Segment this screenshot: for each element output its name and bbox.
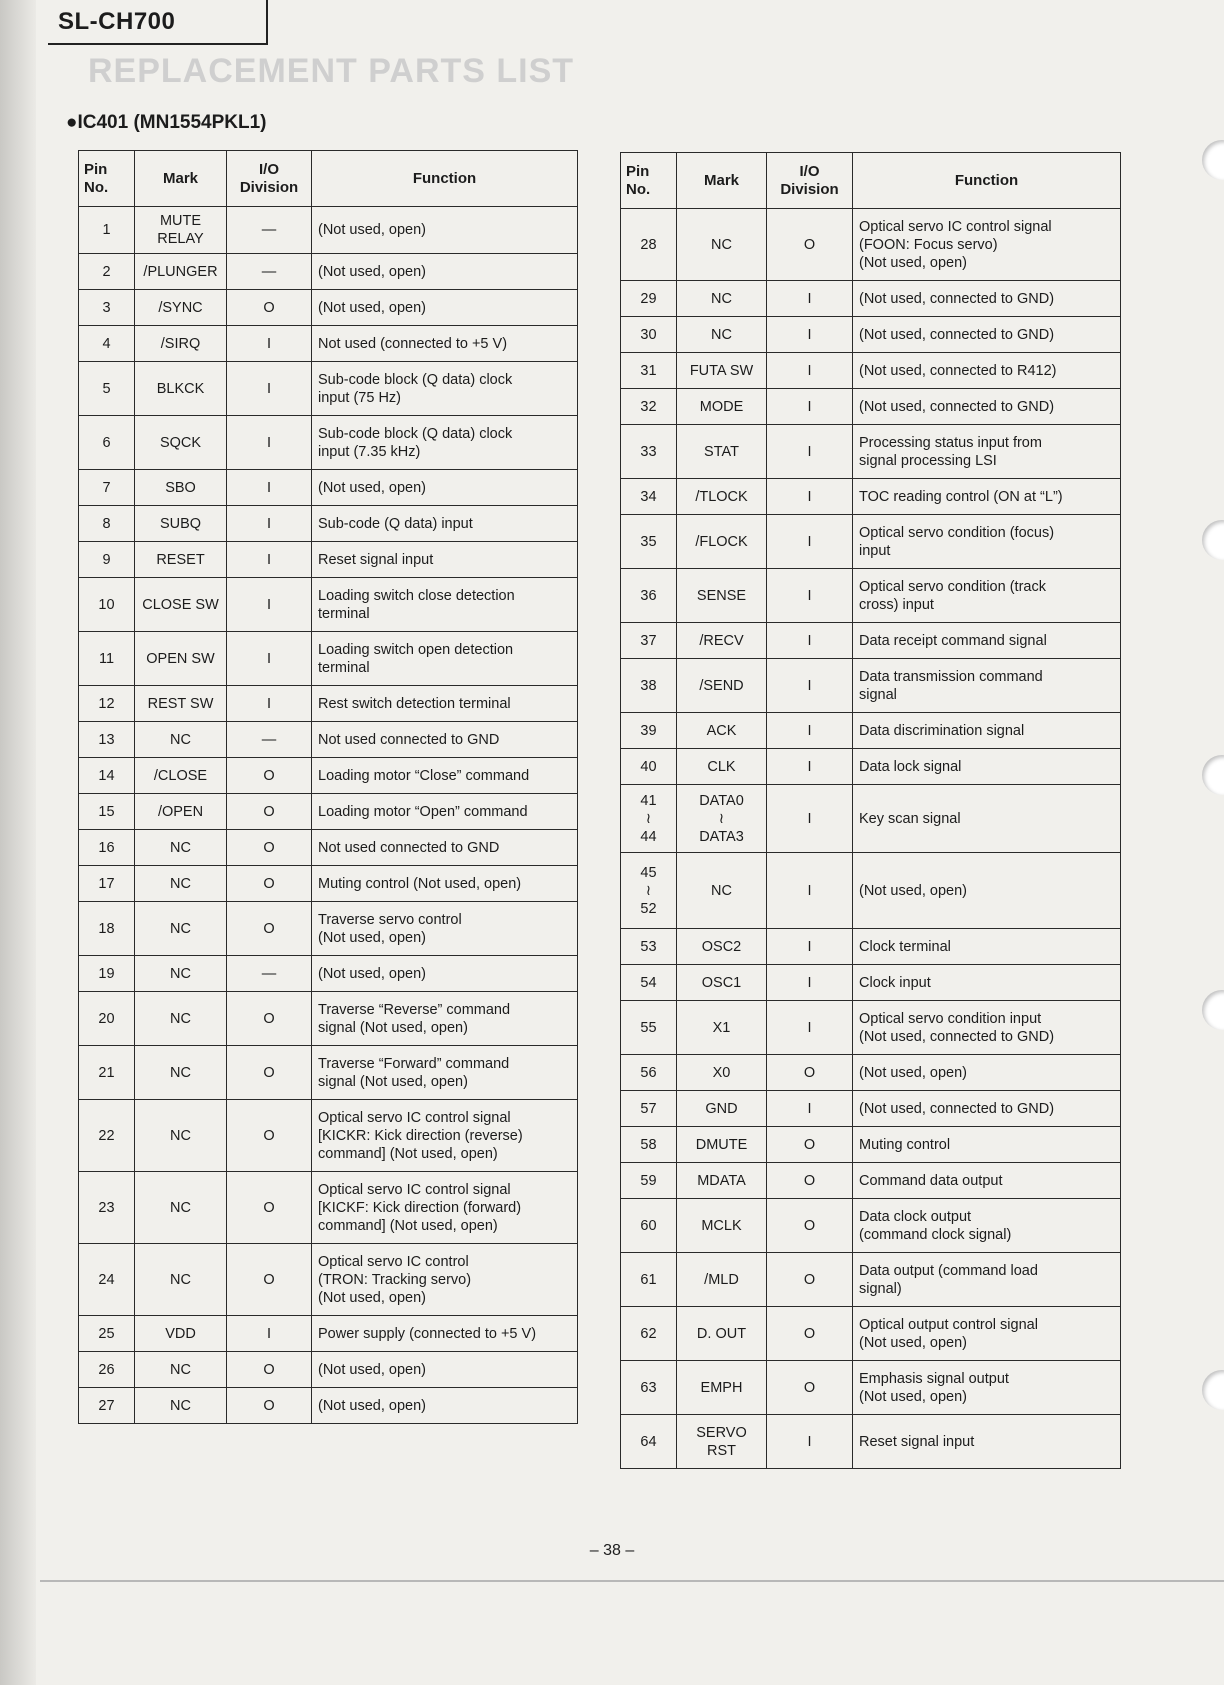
io-division-cell: I xyxy=(767,281,853,317)
mark-header: Mark xyxy=(135,151,227,207)
function-cell: (Not used, connected to GND) xyxy=(853,1091,1121,1127)
io-division-cell: I xyxy=(227,416,312,470)
mark-cell: D. OUT xyxy=(677,1307,767,1361)
io-division-header: I/O Division xyxy=(227,151,312,207)
table-row xyxy=(79,470,578,506)
table-row xyxy=(79,902,578,956)
function-cell: (Not used, open) xyxy=(312,290,578,326)
function-cell: (Not used, open) xyxy=(312,254,578,290)
function-cell: Clock input xyxy=(853,965,1121,1001)
mark-cell: SQCK xyxy=(135,416,227,470)
function-cell: Muting control (Not used, open) xyxy=(312,866,578,902)
pin-number-cell: 61 xyxy=(621,1253,677,1307)
mark-cell: VDD xyxy=(135,1316,227,1352)
function-cell: Not used (connected to +5 V) xyxy=(312,326,578,362)
io-division-cell: O xyxy=(227,794,312,830)
io-division-cell: I xyxy=(767,1415,853,1469)
io-division-cell: O xyxy=(767,1199,853,1253)
function-cell: (Not used, open) xyxy=(312,1352,578,1388)
io-division-cell: I xyxy=(227,362,312,416)
table-row xyxy=(79,632,578,686)
pin-number-cell: 56 xyxy=(621,1055,677,1091)
mark-cell: ACK xyxy=(677,713,767,749)
function-cell: Reset signal input xyxy=(312,542,578,578)
table-row xyxy=(79,254,578,290)
io-division-cell: O xyxy=(767,1163,853,1199)
io-division-cell: I xyxy=(767,785,853,853)
pin-number-cell: 24 xyxy=(79,1244,135,1316)
binding-shadow xyxy=(0,0,36,1685)
pin-no-header: Pin No. xyxy=(621,153,677,209)
pin-number-cell: 40 xyxy=(621,749,677,785)
io-division-cell: O xyxy=(767,1253,853,1307)
table-row xyxy=(79,290,578,326)
io-division-cell: I xyxy=(767,569,853,623)
mark-cell: NC xyxy=(135,1388,227,1424)
table-row xyxy=(79,992,578,1046)
mark-cell: MUTE RELAY xyxy=(135,207,227,254)
pin-number-cell: 31 xyxy=(621,353,677,389)
function-cell: Command data output xyxy=(853,1163,1121,1199)
table-row xyxy=(621,209,1121,281)
mark-cell: /CLOSE xyxy=(135,758,227,794)
table-row xyxy=(621,389,1121,425)
pin-number-cell: 62 xyxy=(621,1307,677,1361)
mark-cell: SERVO RST xyxy=(677,1415,767,1469)
io-division-cell: O xyxy=(767,1127,853,1163)
mark-cell: /PLUNGER xyxy=(135,254,227,290)
pin-number-cell: 10 xyxy=(79,578,135,632)
table-row xyxy=(621,1253,1121,1307)
table-header-row xyxy=(621,153,1121,209)
pin-number-cell: 18 xyxy=(79,902,135,956)
mark-cell: NC xyxy=(135,1100,227,1172)
io-division-cell: I xyxy=(767,353,853,389)
pin-number-cell: 2 xyxy=(79,254,135,290)
io-division-cell: — xyxy=(227,722,312,758)
mark-cell: NC xyxy=(677,209,767,281)
function-cell: Traverse “Reverse” command signal (Not used, open) xyxy=(312,992,578,1046)
pin-number-cell: 11 xyxy=(79,632,135,686)
table-row xyxy=(79,722,578,758)
table-row xyxy=(79,542,578,578)
mark-cell: NC xyxy=(677,853,767,929)
mark-cell: NC xyxy=(135,1172,227,1244)
pin-number-cell: 55 xyxy=(621,1001,677,1055)
table-row xyxy=(621,929,1121,965)
pin-number-cell: 63 xyxy=(621,1361,677,1415)
io-division-cell: O xyxy=(227,758,312,794)
mark-cell: /MLD xyxy=(677,1253,767,1307)
mark-cell: GND xyxy=(677,1091,767,1127)
table-row xyxy=(621,515,1121,569)
function-cell: Traverse servo control (Not used, open) xyxy=(312,902,578,956)
io-division-cell: I xyxy=(227,632,312,686)
function-cell: Loading switch open detection terminal xyxy=(312,632,578,686)
io-division-cell: O xyxy=(767,1055,853,1091)
pin-number-cell: 8 xyxy=(79,506,135,542)
function-cell: (Not used, open) xyxy=(312,470,578,506)
table-row xyxy=(79,1244,578,1316)
mark-cell: OPEN SW xyxy=(135,632,227,686)
function-cell: Sub-code (Q data) input xyxy=(312,506,578,542)
mark-cell: X0 xyxy=(677,1055,767,1091)
mark-cell: /OPEN xyxy=(135,794,227,830)
table-row xyxy=(79,758,578,794)
pin-number-cell: 38 xyxy=(621,659,677,713)
table-row xyxy=(621,1361,1121,1415)
pin-table-right xyxy=(620,152,1121,1469)
io-division-cell: O xyxy=(227,1244,312,1316)
function-cell: Sub-code block (Q data) clock input (75 Hz) xyxy=(312,362,578,416)
table-row xyxy=(621,659,1121,713)
table-row xyxy=(621,281,1121,317)
mark-cell: MCLK xyxy=(677,1199,767,1253)
io-division-cell: O xyxy=(227,992,312,1046)
function-cell: Data discrimination signal xyxy=(853,713,1121,749)
table-row xyxy=(79,1316,578,1352)
function-cell: Rest switch detection terminal xyxy=(312,686,578,722)
pin-number-cell: 58 xyxy=(621,1127,677,1163)
pin-number-cell: 25 xyxy=(79,1316,135,1352)
mark-cell: NC xyxy=(677,317,767,353)
mark-cell: RESET xyxy=(135,542,227,578)
mark-cell: FUTA SW xyxy=(677,353,767,389)
mark-cell: SUBQ xyxy=(135,506,227,542)
mark-cell: /FLOCK xyxy=(677,515,767,569)
io-division-cell: O xyxy=(227,1046,312,1100)
mark-cell: CLK xyxy=(677,749,767,785)
io-division-cell: I xyxy=(227,506,312,542)
pin-number-cell: 30 xyxy=(621,317,677,353)
pin-number-cell: 37 xyxy=(621,623,677,659)
table-row xyxy=(79,686,578,722)
table-row xyxy=(621,353,1121,389)
table-row xyxy=(621,623,1121,659)
pin-number-cell: 28 xyxy=(621,209,677,281)
io-division-cell: O xyxy=(227,1172,312,1244)
punch-hole xyxy=(1202,520,1224,560)
mark-cell: /SEND xyxy=(677,659,767,713)
table-row xyxy=(79,1100,578,1172)
mark-cell: NC xyxy=(135,1352,227,1388)
table-row xyxy=(621,713,1121,749)
model-label: SL-CH700 xyxy=(58,8,176,35)
function-cell: Not used connected to GND xyxy=(312,722,578,758)
function-cell: (Not used, connected to GND) xyxy=(853,389,1121,425)
section-heading-ghost: REPLACEMENT PARTS LIST xyxy=(88,52,575,90)
pin-number-cell: 13 xyxy=(79,722,135,758)
io-division-cell: I xyxy=(227,1316,312,1352)
bottom-rule xyxy=(40,1580,1224,1582)
function-cell: Processing status input from signal processing LSI xyxy=(853,425,1121,479)
pin-number-cell: 3 xyxy=(79,290,135,326)
mark-cell: NC xyxy=(135,902,227,956)
function-cell: Reset signal input xyxy=(853,1415,1121,1469)
mark-cell: NC xyxy=(677,281,767,317)
table-row xyxy=(79,1352,578,1388)
table-row xyxy=(79,830,578,866)
table-row xyxy=(79,207,578,254)
io-division-header: I/O Division xyxy=(767,153,853,209)
io-division-cell: I xyxy=(767,749,853,785)
mark-cell: OSC2 xyxy=(677,929,767,965)
function-cell: (Not used, open) xyxy=(312,1388,578,1424)
mark-cell: NC xyxy=(135,992,227,1046)
pin-number-cell: 34 xyxy=(621,479,677,515)
table-row xyxy=(79,956,578,992)
table-row xyxy=(79,506,578,542)
io-division-cell: I xyxy=(227,326,312,362)
table-row xyxy=(621,569,1121,623)
mark-cell: /RECV xyxy=(677,623,767,659)
table-row xyxy=(621,1307,1121,1361)
mark-cell: OSC1 xyxy=(677,965,767,1001)
table-header-row xyxy=(79,151,578,207)
pin-number-cell: 35 xyxy=(621,515,677,569)
table-row xyxy=(621,1163,1121,1199)
table-row xyxy=(79,866,578,902)
function-header: Function xyxy=(853,153,1121,209)
pin-number-cell: 36 xyxy=(621,569,677,623)
table-row xyxy=(621,425,1121,479)
mark-header: Mark xyxy=(677,153,767,209)
function-cell: Data transmission command signal xyxy=(853,659,1121,713)
function-cell: (Not used, connected to R412) xyxy=(853,353,1121,389)
function-cell: (Not used, open) xyxy=(853,1055,1121,1091)
pin-number-cell: 32 xyxy=(621,389,677,425)
io-division-cell: O xyxy=(767,209,853,281)
pin-number-cell: 22 xyxy=(79,1100,135,1172)
pin-number-cell: 59 xyxy=(621,1163,677,1199)
table-row xyxy=(79,794,578,830)
function-cell: Optical output control signal (Not used, open) xyxy=(853,1307,1121,1361)
io-division-cell: I xyxy=(227,470,312,506)
io-division-cell: O xyxy=(227,290,312,326)
function-cell: Data receipt command signal xyxy=(853,623,1121,659)
function-cell: Optical servo condition (track cross) input xyxy=(853,569,1121,623)
io-division-cell: O xyxy=(767,1361,853,1415)
mark-cell: NC xyxy=(135,830,227,866)
pin-number-cell: 27 xyxy=(79,1388,135,1424)
io-division-cell: I xyxy=(767,1001,853,1055)
io-division-cell: I xyxy=(767,515,853,569)
function-cell: Optical servo condition input (Not used, connected to GND) xyxy=(853,1001,1121,1055)
table-row xyxy=(79,1046,578,1100)
mark-cell: /SIRQ xyxy=(135,326,227,362)
punch-hole xyxy=(1202,990,1224,1030)
io-division-cell: I xyxy=(767,713,853,749)
io-division-cell: I xyxy=(227,542,312,578)
function-cell: Loading motor “Open” command xyxy=(312,794,578,830)
function-cell: Optical servo IC control signal (FOON: Focus servo) (Not used, open) xyxy=(853,209,1121,281)
pin-number-cell: 29 xyxy=(621,281,677,317)
table-row xyxy=(79,578,578,632)
function-cell: Optical servo IC control signal [KICKR: Kick direction (reverse) command] (Not used, open) xyxy=(312,1100,578,1172)
table-row xyxy=(621,749,1121,785)
pin-number-cell: 26 xyxy=(79,1352,135,1388)
mark-cell: SENSE xyxy=(677,569,767,623)
table-row xyxy=(79,326,578,362)
io-division-cell: O xyxy=(227,1100,312,1172)
function-cell: (Not used, open) xyxy=(312,207,578,254)
io-division-cell: I xyxy=(767,853,853,929)
function-cell: Sub-code block (Q data) clock input (7.35 kHz) xyxy=(312,416,578,470)
pin-number-cell: 9 xyxy=(79,542,135,578)
io-division-cell: O xyxy=(767,1307,853,1361)
function-cell: Optical servo condition (focus) input xyxy=(853,515,1121,569)
pin-number-cell: 14 xyxy=(79,758,135,794)
pin-number-cell: 23 xyxy=(79,1172,135,1244)
function-cell: Loading switch close detection terminal xyxy=(312,578,578,632)
punch-hole xyxy=(1202,140,1224,180)
table-row xyxy=(621,785,1121,853)
io-division-cell: I xyxy=(767,623,853,659)
pin-number-cell: 4 xyxy=(79,326,135,362)
io-division-cell: O xyxy=(227,1388,312,1424)
function-cell: Power supply (connected to +5 V) xyxy=(312,1316,578,1352)
mark-cell: /TLOCK xyxy=(677,479,767,515)
mark-cell: SBO xyxy=(135,470,227,506)
pin-no-header: Pin No. xyxy=(79,151,135,207)
pin-table-left xyxy=(78,150,578,1424)
mark-cell: NC xyxy=(135,1244,227,1316)
function-cell: (Not used, connected to GND) xyxy=(853,281,1121,317)
function-cell: Key scan signal xyxy=(853,785,1121,853)
mark-cell: MDATA xyxy=(677,1163,767,1199)
function-cell: Optical servo IC control signal [KICKF: Kick direction (forward) command] (Not used, open) xyxy=(312,1172,578,1244)
pin-number-cell: 12 xyxy=(79,686,135,722)
function-cell: TOC reading control (ON at “L”) xyxy=(853,479,1121,515)
io-division-cell: I xyxy=(767,479,853,515)
io-division-cell: — xyxy=(227,956,312,992)
mark-cell: DMUTE xyxy=(677,1127,767,1163)
pin-number-cell: 39 xyxy=(621,713,677,749)
io-division-cell: I xyxy=(767,965,853,1001)
pin-number-cell: 19 xyxy=(79,956,135,992)
mark-cell: NC xyxy=(135,722,227,758)
mark-cell: EMPH xyxy=(677,1361,767,1415)
table-row xyxy=(621,1091,1121,1127)
io-division-cell: — xyxy=(227,254,312,290)
function-cell: Data lock signal xyxy=(853,749,1121,785)
function-cell: Loading motor “Close” command xyxy=(312,758,578,794)
page-number: – 38 – xyxy=(589,1542,635,1559)
io-division-cell: O xyxy=(227,866,312,902)
mark-cell: DATA0 ≀ DATA3 xyxy=(677,785,767,853)
pin-number-cell: 41 ≀ 44 xyxy=(621,785,677,853)
pin-number-cell: 64 xyxy=(621,1415,677,1469)
table-row xyxy=(621,965,1121,1001)
table-row xyxy=(621,317,1121,353)
pin-number-cell: 1 xyxy=(79,207,135,254)
table-row xyxy=(79,416,578,470)
function-header: Function xyxy=(312,151,578,207)
function-cell: Muting control xyxy=(853,1127,1121,1163)
io-division-cell: I xyxy=(767,929,853,965)
punch-hole xyxy=(1202,755,1224,795)
mark-cell: STAT xyxy=(677,425,767,479)
io-division-cell: I xyxy=(227,578,312,632)
ic-title: ●IC401 (MN1554PKL1) xyxy=(66,112,267,133)
table-row xyxy=(621,479,1121,515)
io-division-cell: — xyxy=(227,207,312,254)
pin-number-cell: 57 xyxy=(621,1091,677,1127)
function-cell: Traverse “Forward” command signal (Not used, open) xyxy=(312,1046,578,1100)
mark-cell: REST SW xyxy=(135,686,227,722)
function-cell: Not used connected to GND xyxy=(312,830,578,866)
io-division-cell: I xyxy=(767,389,853,425)
mark-cell: BLKCK xyxy=(135,362,227,416)
function-cell: (Not used, open) xyxy=(312,956,578,992)
mark-cell: NC xyxy=(135,1046,227,1100)
mark-cell: CLOSE SW xyxy=(135,578,227,632)
io-division-cell: O xyxy=(227,830,312,866)
mark-cell: /SYNC xyxy=(135,290,227,326)
table-row xyxy=(621,1001,1121,1055)
pin-number-cell: 5 xyxy=(79,362,135,416)
function-cell: Clock terminal xyxy=(853,929,1121,965)
punch-hole xyxy=(1202,1370,1224,1410)
table-row xyxy=(621,1199,1121,1253)
function-cell: Data output (command load signal) xyxy=(853,1253,1121,1307)
pin-number-cell: 45 ≀ 52 xyxy=(621,853,677,929)
pin-number-cell: 16 xyxy=(79,830,135,866)
pin-number-cell: 15 xyxy=(79,794,135,830)
table-row xyxy=(621,1055,1121,1091)
io-division-cell: I xyxy=(767,317,853,353)
mark-cell: NC xyxy=(135,866,227,902)
io-division-cell: I xyxy=(767,1091,853,1127)
table-row xyxy=(79,1172,578,1244)
pin-number-cell: 20 xyxy=(79,992,135,1046)
function-cell: Optical servo IC control (TRON: Tracking servo) (Not used, open) xyxy=(312,1244,578,1316)
pin-number-cell: 53 xyxy=(621,929,677,965)
function-cell: (Not used, connected to GND) xyxy=(853,317,1121,353)
table-row xyxy=(79,362,578,416)
function-cell: Emphasis signal output (Not used, open) xyxy=(853,1361,1121,1415)
mark-cell: NC xyxy=(135,956,227,992)
pin-number-cell: 21 xyxy=(79,1046,135,1100)
table-row xyxy=(621,1127,1121,1163)
io-division-cell: O xyxy=(227,1352,312,1388)
io-division-cell: I xyxy=(227,686,312,722)
io-division-cell: I xyxy=(767,425,853,479)
pin-number-cell: 17 xyxy=(79,866,135,902)
function-cell: Data clock output (command clock signal) xyxy=(853,1199,1121,1253)
pin-number-cell: 33 xyxy=(621,425,677,479)
table-row xyxy=(621,1415,1121,1469)
mark-cell: MODE xyxy=(677,389,767,425)
pin-number-cell: 6 xyxy=(79,416,135,470)
table-row xyxy=(79,1388,578,1424)
mark-cell: X1 xyxy=(677,1001,767,1055)
table-row xyxy=(621,853,1121,929)
io-division-cell: I xyxy=(767,659,853,713)
pin-number-cell: 54 xyxy=(621,965,677,1001)
function-cell: (Not used, open) xyxy=(853,853,1121,929)
pin-number-cell: 7 xyxy=(79,470,135,506)
pin-number-cell: 60 xyxy=(621,1199,677,1253)
io-division-cell: O xyxy=(227,902,312,956)
